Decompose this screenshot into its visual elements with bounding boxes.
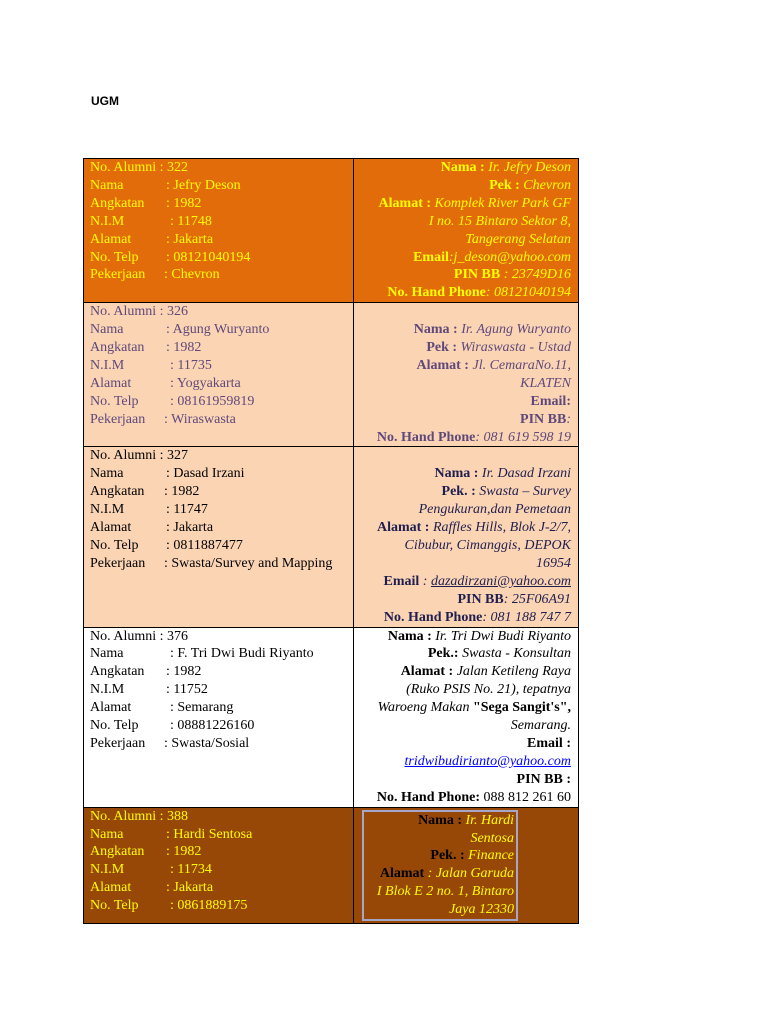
field-value: : 11735 [170, 357, 212, 373]
contact-pek [366, 847, 514, 865]
contact-value: 088 812 261 60 [480, 789, 571, 805]
alumni-table [83, 158, 579, 924]
contact-value: Finance [468, 848, 514, 864]
field-pekerjaan [90, 411, 347, 429]
contact-email: Email: [530, 393, 571, 409]
contact-label: Alamat : [376, 520, 433, 536]
contact-alamat-line: Semarang. [510, 718, 571, 734]
contact-label: Alamat : [416, 357, 473, 373]
field-value: : F. Tri Dwi Budi Riyanto [170, 646, 314, 662]
field-pekerjaan [90, 266, 347, 284]
field-value: : Jakarta [166, 880, 214, 896]
field-label: Angkatan [90, 484, 145, 500]
field-label: No. Telp [90, 249, 139, 265]
field-nim [90, 357, 347, 375]
table-row [84, 303, 579, 447]
field-label: Pekerjaan [90, 411, 146, 427]
contact-label: PIN BB [457, 591, 504, 607]
document-header: UGM [91, 94, 119, 108]
field-value: : Yogyakarta [170, 375, 241, 391]
contact-details-cell [354, 807, 579, 923]
field-value: : Dasad Irzani [166, 466, 245, 482]
field-value: : Wiraswasta [164, 411, 236, 427]
contact-value: : Jalan Garuda [424, 866, 514, 882]
field-alamat [90, 519, 347, 537]
contact-value: : 08121040194 [485, 285, 571, 301]
field-angkatan [90, 339, 347, 357]
field-nim [90, 681, 347, 699]
contact-pin [360, 591, 571, 609]
contact-label: Nama : [418, 812, 466, 828]
spacer [360, 303, 571, 321]
contact-pek [360, 645, 571, 663]
contact-value: Raffles Hills, Blok J-2/7, [432, 520, 571, 536]
alumni-number: No. Alumni : 376 [90, 628, 189, 644]
contact-alamat-line: (Ruko PSIS No. 21), tepatnya [406, 682, 571, 698]
email-link[interactable]: dazadirzani@yahoo.com [430, 573, 571, 589]
contact-label: Nama : [434, 466, 482, 482]
contact-label: Nama : [387, 628, 436, 644]
alumni-details-cell [84, 159, 354, 303]
contact-details-cell [354, 627, 579, 807]
contact-email-line [360, 753, 571, 771]
contact-nama [366, 812, 514, 830]
field-alamat [90, 231, 347, 249]
field-label: Pekerjaan [90, 267, 146, 283]
contact-label: No. Hand Phone [376, 429, 476, 445]
field-label: N.I.M [90, 682, 125, 698]
contact-value: Ir. Dasad Irzani [481, 466, 571, 482]
contact-email: Email : [527, 735, 571, 751]
contact-value: Ir. Hardi [465, 812, 514, 828]
contact-hp [360, 429, 571, 447]
contact-value: : 23749D16 [500, 267, 571, 283]
contact-label: Nama : [413, 322, 462, 338]
field-label: Alamat [90, 880, 132, 896]
contact-label: Pek : [489, 177, 524, 193]
field-telp [90, 717, 347, 735]
field-value: : Swasta/Sosial [164, 735, 250, 751]
alumni-number: No. Alumni : 322 [90, 160, 189, 175]
contact-label: Nama : [440, 160, 489, 175]
contact-value: Wiraswasta - Ustad [460, 340, 571, 356]
field-value: : 08161959819 [170, 393, 255, 409]
contact-value: Ir. Tri Dwi Budi Riyanto [435, 628, 571, 644]
alumni-number: No. Alumni : 327 [90, 448, 189, 464]
field-nim [90, 861, 347, 879]
field-label: Nama [90, 177, 124, 193]
field-value: : 11748 [170, 213, 212, 229]
alumni-number: No. Alumni : 326 [90, 304, 189, 320]
contact-alamat-line: I Blok E 2 no. 1, Bintaro [376, 884, 514, 900]
contact-value: Jl. CemaraNo.11, [472, 357, 571, 373]
field-label: Pekerjaan [90, 735, 146, 751]
contact-pin [360, 411, 571, 429]
contact-value: Waroeng Makan [377, 700, 473, 716]
contact-label: No. Hand Phone [387, 285, 486, 301]
contact-alamat-line [360, 699, 571, 717]
contact-nama [360, 159, 571, 177]
field-label: Nama [90, 322, 124, 338]
field-label: Alamat [90, 375, 132, 391]
contact-label: Alamat [379, 866, 425, 882]
contact-nama [360, 628, 571, 646]
alumni-details-cell [84, 447, 354, 627]
field-telp [90, 393, 347, 411]
field-label: Angkatan [90, 664, 145, 680]
field-alamat [90, 375, 347, 393]
field-label: Nama [90, 646, 124, 662]
field-telp [90, 537, 347, 555]
contact-label: Alamat : [378, 195, 435, 211]
table-row [84, 627, 579, 807]
spacer [360, 447, 571, 465]
contact-nama [360, 321, 571, 339]
contact-value-bold: "Sega Sangit's", [472, 700, 571, 716]
alumni-number: No. Alumni : 388 [90, 808, 189, 824]
field-label: No. Telp [90, 718, 139, 734]
field-angkatan [90, 843, 347, 861]
contact-pek [360, 339, 571, 357]
field-value: : Hardi Sentosa [166, 826, 253, 842]
contact-alamat-line: Jaya 12330 [449, 902, 514, 918]
email-link[interactable]: tridwibudirianto@yahoo.com [404, 753, 571, 769]
field-value: : 11752 [166, 682, 208, 698]
field-value: : Chevron [164, 267, 220, 283]
field-nama [90, 177, 347, 195]
contact-label: No. Hand Phone: [376, 789, 480, 805]
alumni-details-cell [84, 627, 354, 807]
field-label: N.I.M [90, 862, 125, 878]
contact-alamat [360, 663, 571, 681]
contact-value: Swasta – Survey [479, 484, 571, 500]
field-value: : 1982 [166, 844, 202, 860]
field-label: Alamat [90, 231, 132, 247]
field-label: Alamat [90, 520, 132, 536]
field-value: : Swasta/Survey and Mapping [164, 555, 333, 571]
contact-value: Ir. Agung Wuryanto [461, 322, 571, 338]
contact-hp [360, 789, 571, 807]
contact-label: Alamat : [400, 664, 457, 680]
field-nama [90, 321, 347, 339]
contact-pek-line: Pengukuran,dan Pemetaan [418, 502, 571, 518]
alumni-details-cell [84, 807, 354, 923]
field-value: : 1982 [166, 664, 202, 680]
field-label: Alamat [90, 700, 132, 716]
contact-alamat-line: Tangerang Selatan [465, 231, 571, 247]
field-label: Angkatan [90, 340, 145, 356]
contact-alamat [360, 519, 571, 537]
field-nama [90, 465, 347, 483]
field-angkatan [90, 483, 347, 501]
contact-details-cell [354, 447, 579, 627]
contact-value: : 081 619 598 19 [475, 429, 571, 445]
field-pekerjaan [90, 735, 347, 753]
field-label: Pekerjaan [90, 555, 146, 571]
field-value: : 11734 [170, 862, 212, 878]
contact-label: No. Hand Phone [383, 609, 483, 625]
contact-pin: PIN BB : [516, 771, 571, 787]
contact-text-box [362, 810, 518, 921]
contact-separator: : [419, 573, 431, 589]
contact-label: Pek.: [427, 646, 463, 662]
field-label: N.I.M [90, 357, 125, 373]
contact-label: PIN BB [520, 411, 567, 427]
table-row [84, 159, 579, 303]
contact-value: : [566, 411, 571, 427]
field-label: N.I.M [90, 502, 125, 518]
field-value: : 08881226160 [170, 718, 255, 734]
field-nama [90, 826, 347, 844]
contact-pek [360, 177, 571, 195]
contact-pek [360, 483, 571, 501]
contact-value: : 25F06A91 [503, 591, 571, 607]
field-label: No. Telp [90, 898, 139, 914]
contact-hp [360, 609, 571, 627]
field-value: : Semarang [170, 700, 234, 716]
field-alamat [90, 699, 347, 717]
contact-alamat [366, 865, 514, 883]
field-value: : 11747 [166, 502, 208, 518]
field-nama [90, 645, 347, 663]
field-value: : 0861889175 [170, 898, 248, 914]
field-pekerjaan [90, 555, 347, 573]
contact-pin [360, 266, 571, 284]
field-nim [90, 501, 347, 519]
field-label: No. Telp [90, 393, 139, 409]
field-value: : Jakarta [166, 520, 214, 536]
contact-value: Komplek River Park GF [434, 195, 571, 211]
field-value: : Jefry Deson [166, 177, 241, 193]
contact-label: Pek. : [430, 848, 469, 864]
contact-label: Email [413, 249, 449, 265]
field-label: N.I.M [90, 213, 125, 229]
contact-hp [360, 284, 571, 302]
contact-label: Email [383, 573, 420, 589]
contact-label: PIN BB [453, 267, 501, 283]
contact-alamat [360, 195, 571, 213]
field-angkatan [90, 663, 347, 681]
contact-value: Swasta - Konsultan [462, 646, 571, 662]
field-label: No. Telp [90, 538, 139, 554]
field-value: : Jakarta [166, 231, 214, 247]
contact-email [360, 249, 571, 267]
field-label: Angkatan [90, 195, 145, 211]
field-value: : 0811887477 [166, 538, 243, 554]
contact-alamat-line: KLATEN [520, 375, 571, 391]
contact-alamat [360, 357, 571, 375]
contact-value: :j_deson@yahoo.com [448, 249, 571, 265]
contact-alamat-line: Cibubur, Cimanggis, DEPOK [404, 538, 571, 553]
contact-value: Jalan Ketileng Raya [456, 664, 571, 680]
contact-value: : 081 188 747 7 [482, 609, 571, 625]
contact-email [360, 573, 571, 591]
field-label: Nama [90, 826, 124, 842]
field-value: : 08121040194 [166, 249, 251, 265]
field-label: Nama [90, 466, 124, 482]
field-alamat [90, 879, 347, 897]
contact-details-cell [354, 159, 579, 303]
table-row [84, 807, 579, 923]
field-label: Angkatan [90, 844, 145, 860]
field-telp [90, 897, 347, 915]
contact-label: Pek. : [441, 484, 480, 500]
table-row [84, 447, 579, 627]
contact-nama [360, 465, 571, 483]
field-nim [90, 213, 347, 231]
contact-value: Chevron [523, 177, 571, 193]
field-angkatan [90, 195, 347, 213]
field-value: : 1982 [166, 340, 202, 356]
field-value: : 1982 [166, 195, 202, 211]
contact-value: Ir. Jefry Deson [488, 160, 571, 175]
contact-alamat-line: 16954 [536, 555, 571, 571]
field-value: : Agung Wuryanto [166, 322, 270, 338]
contact-alamat-line: I no. 15 Bintaro Sektor 8, [428, 213, 571, 229]
contact-details-cell [354, 303, 579, 447]
contact-label: Pek : [426, 340, 461, 356]
field-telp [90, 249, 347, 267]
field-value: : 1982 [164, 484, 200, 500]
contact-nama-line: Sentosa [470, 830, 514, 846]
alumni-details-cell [84, 303, 354, 447]
